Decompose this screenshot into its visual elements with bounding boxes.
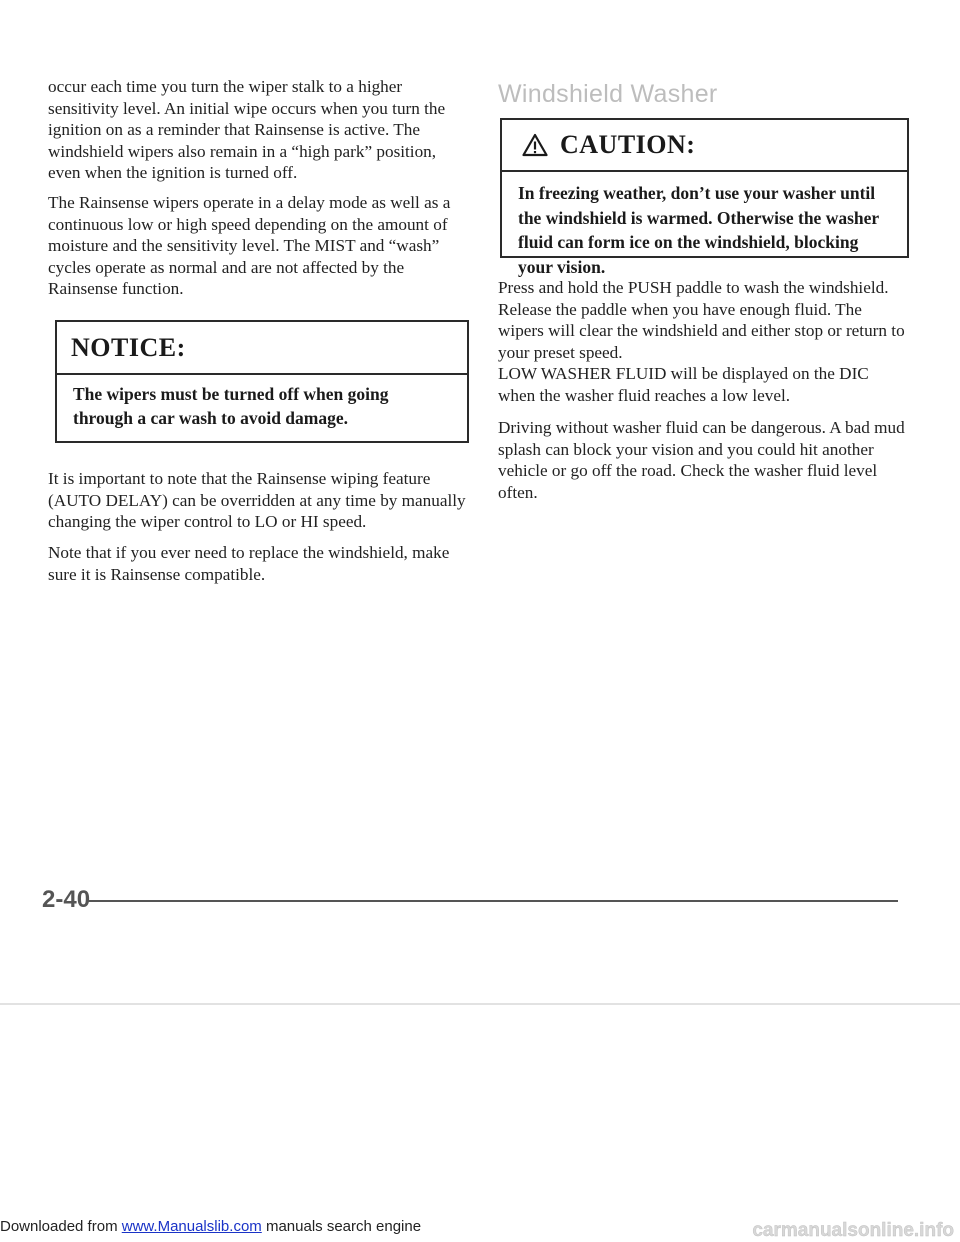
caution-header (502, 120, 907, 172)
page-bottom-edge (0, 1003, 960, 1005)
download-suffix: manuals search engine (265, 1218, 422, 1235)
svg-text:carmanualsonline.info: carmanualsonline.info (752, 1220, 954, 1241)
notice-heading: NOTICE: (57, 322, 467, 375)
body-paragraph: It is important to note that the Rainsense wiping feature (AUTO DELAY) can be overridden at any time by manually changing the wiper control to LO or HI speed. (48, 469, 466, 532)
notice-box (55, 320, 469, 443)
manualslib-link[interactable]: www.Manualslib.com (121, 1218, 262, 1235)
notice-text: The wipers must be turned off when going through a car wash to avoid damage. (73, 384, 389, 428)
body-paragraph: Press and hold the PUSH paddle to wash the windshield. Release the paddle when you have enough fluid. The wipers will clear the windshield and either stop or return to your preset speed. (498, 278, 905, 362)
caution-box (500, 118, 909, 277)
watermark-logo (676, 1217, 956, 1241)
section-title: Windshield Washer (498, 80, 718, 108)
download-attribution (0, 1218, 421, 1235)
caution-heading: CAUTION: (560, 130, 696, 159)
body-paragraph: Note that if you ever need to replace the windshield, make sure it is Rainsense compatible. (48, 543, 450, 584)
warning-triangle-icon (522, 133, 548, 157)
caution-text: In freezing weather, don’t use your washer until the windshield is warmed. Otherwise the washer fluid can form ice on the windshield, blocking your vision. (518, 183, 879, 277)
body-paragraph: Driving without washer fluid can be dangerous. A bad mud splash can block your vision and you could hit another vehicle or go off the road. Check the washer fluid level often. (498, 418, 905, 502)
footer-rule (88, 900, 898, 902)
download-prefix: Downloaded from (0, 1218, 118, 1235)
body-paragraph: The Rainsense wipers operate in a delay mode as well as a continuous low or high speed depending on the amount of moisture and the sensitivity level. The MIST and “wash” cycles operate as normal and are not affected by the Rainsense function. (48, 193, 451, 299)
page-number: 2-40 (42, 886, 91, 913)
body-paragraph: LOW WASHER FLUID will be displayed on the DIC when the washer fluid reaches a low level. (498, 364, 869, 405)
body-paragraph: occur each time you turn the wiper stalk to a higher sensitivity level. An initial wipe occurs when you turn the ignition on as a reminder that Rainsense is active. The windshield wipers also remain in a “high park” position, even when the ignition is turned off. (48, 77, 446, 183)
